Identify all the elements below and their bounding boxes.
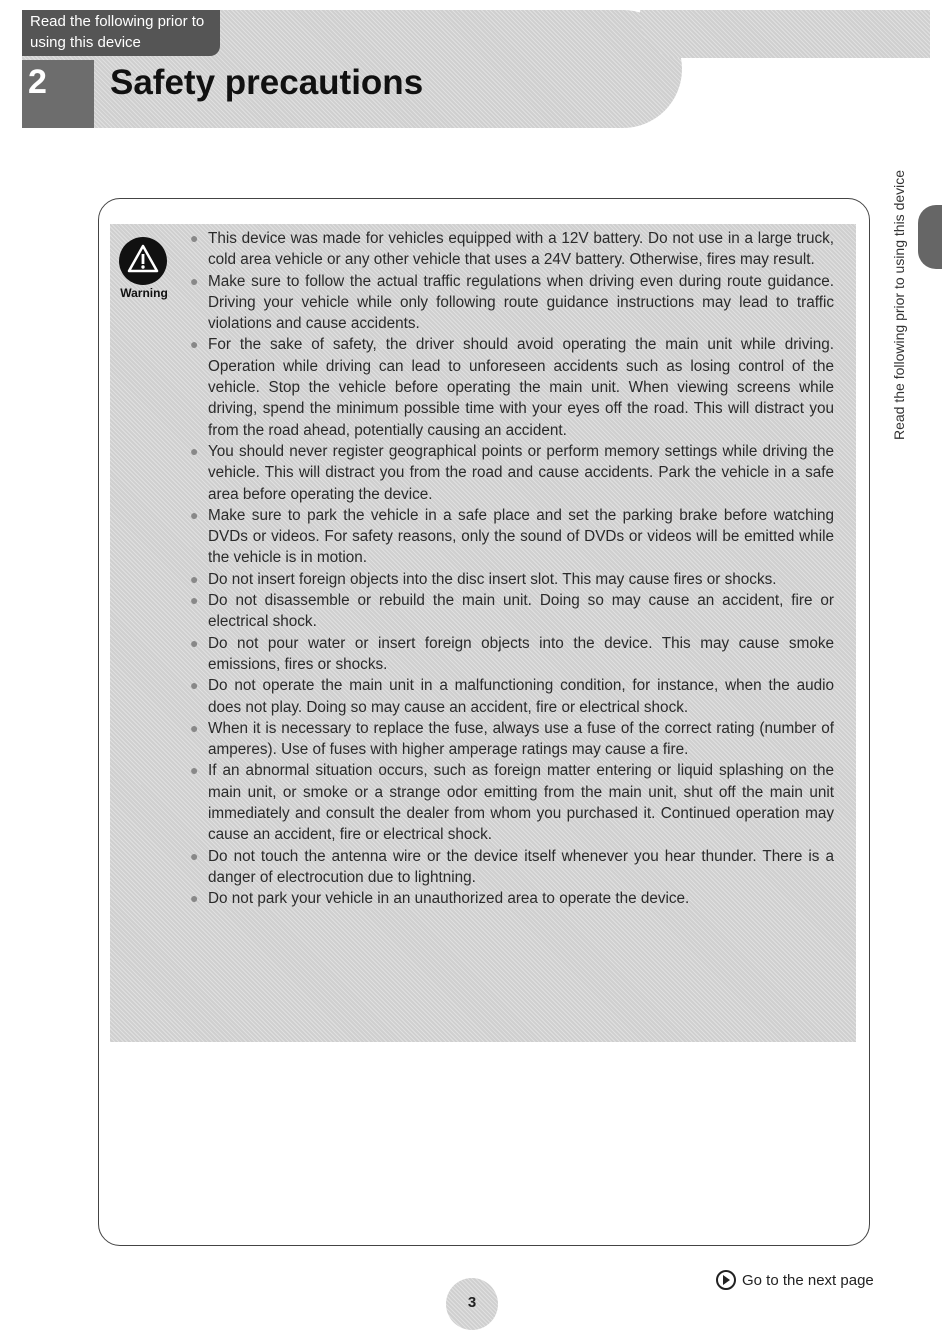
bullet-icon: ●	[190, 762, 199, 779]
list-item	[188, 846, 834, 889]
bullet-icon: ●	[190, 677, 199, 694]
list-item	[188, 675, 834, 718]
bullet-icon: ●	[190, 592, 199, 609]
warning-item-text: Do not touch the antenna wire or the device itself whenever you hear thunder. There is a danger of electrocution due to lightning.	[208, 847, 834, 886]
bullet-icon: ●	[190, 272, 199, 289]
bullet-icon: ●	[190, 230, 199, 246]
list-item	[188, 590, 834, 633]
bullet-icon: ●	[190, 847, 199, 864]
side-tab-marker	[918, 205, 942, 269]
list-item	[188, 633, 834, 676]
next-page-label: Go to the next page	[742, 1271, 874, 1289]
warning-item-text: Do not pour water or insert foreign objects into the device. This may cause smoke emissions, fires or shocks.	[208, 634, 834, 673]
bullet-icon: ●	[190, 442, 199, 459]
warning-item-text: If an abnormal situation occurs, such as foreign matter entering or liquid splashing on the main unit, or smoke or a strange odor emitting from the main unit, shut off the main unit immediately and consult the dealer from whom you purchased it. Continued operation may cause an accident, fire or electrical shock.	[208, 762, 834, 844]
side-tab-label: Read the following prior to using this device	[891, 169, 907, 440]
warning-item-text: For the sake of safety, the driver should avoid operating the main unit while driving. Operation while driving can lead to unforeseen accidents such as losing control of the vehicle. Stop the vehicle before operating the main unit. When viewing screens while driving, spend the minimum possible time with your eyes off the road. This will distract you from the road ahead, potentially causing an accident.	[208, 336, 834, 439]
bullet-icon: ●	[190, 336, 199, 353]
list-item	[188, 888, 834, 909]
breadcrumb: Read the following prior to using this device	[22, 10, 220, 56]
bullet-icon: ●	[190, 506, 199, 523]
list-item	[188, 718, 834, 761]
warning-item-text: You should never register geographical points or perform memory settings while driving the vehicle. This will distract you from the road and cause accidents. Park the vehicle in a safe area before operating the device.	[208, 442, 834, 503]
bullet-icon: ●	[190, 570, 199, 587]
arrow-right-circle-icon	[716, 1270, 736, 1290]
next-page-link[interactable]	[716, 1268, 874, 1292]
bullet-icon: ●	[190, 719, 199, 736]
header-strip	[640, 10, 930, 58]
list-item	[188, 228, 834, 271]
warning-item-text: Do not operate the main unit in a malfunctioning condition, for instance, when the audio does not play. Doing so may cause an accident, fire or electrical shock.	[208, 677, 834, 716]
warning-item-text: Do not park your vehicle in an unauthorized area to operate the device.	[208, 890, 690, 908]
list-item	[188, 760, 834, 845]
list-item	[188, 441, 834, 505]
warning-list	[188, 228, 834, 910]
warning-item-text: Make sure to park the vehicle in a safe place and set the parking brake before watching DVDs or videos. For safety reasons, only the sound of DVDs or videos will be emitted while the vehicle is in motion.	[208, 506, 834, 567]
chapter-number: 2	[22, 60, 94, 128]
bullet-icon: ●	[190, 890, 199, 907]
list-item	[188, 505, 834, 569]
warning-item-text: Do not insert foreign objects into the disc insert slot. This may cause fires or shocks.	[208, 570, 777, 588]
warning-triangle-icon	[118, 236, 168, 286]
list-item	[188, 569, 834, 590]
warning-item-text: When it is necessary to replace the fuse, always use a fuse of the correct rating (number of amperes). Use of fuses with higher amperage ratings may cause a fire.	[208, 719, 834, 759]
list-item	[188, 271, 834, 335]
bullet-icon: ●	[190, 634, 199, 651]
list-item	[188, 334, 834, 440]
page-title: Safety precautions	[110, 63, 424, 102]
page-number: 3	[446, 1278, 498, 1330]
warning-item-text: Make sure to follow the actual traffic regulations when driving even during route guidance. Driving your vehicle while only following route guidance instructions may lead to traffic violations and cause accidents.	[208, 272, 834, 333]
warning-label: Warning	[120, 286, 168, 300]
warning-item-text: Do not disassemble or rebuild the main unit. Doing so may cause an accident, fire or electrical shock.	[208, 592, 834, 631]
warning-item-text: This device was made for vehicles equipped with a 12V battery. Do not use in a large truck, cold area vehicle or any other vehicle that uses a 24V battery. Otherwise, fires may result.	[208, 230, 834, 269]
